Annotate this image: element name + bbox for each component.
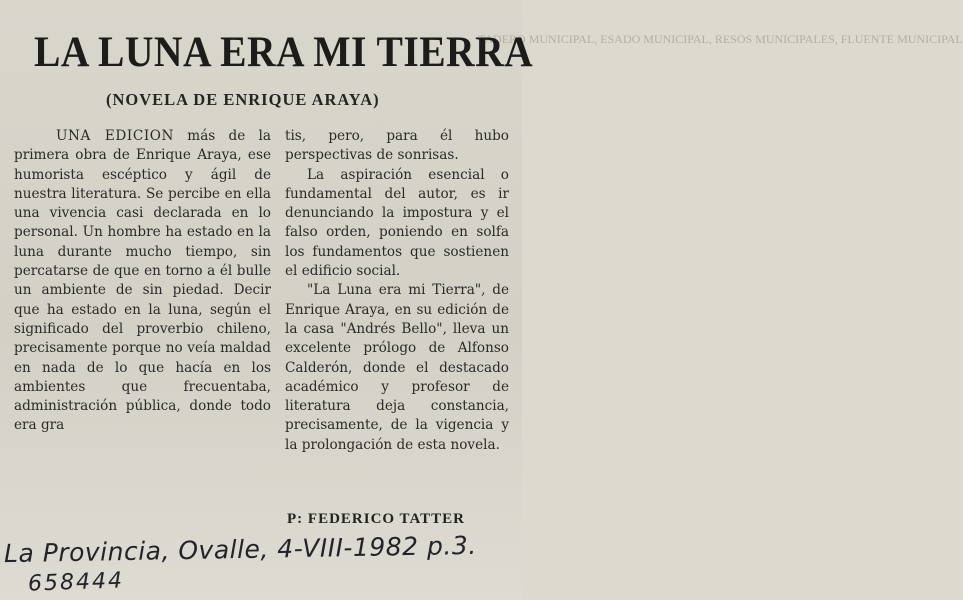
handwritten-source-note: La Provincia, Ovalle, 4-VIII-1982 p.3.: [3, 530, 477, 569]
paragraph: tis, pero, para él hubo perspectivas de sonrisas.: [285, 128, 509, 164]
bleed-through-text: TADERO MUNICIPAL, ESADO MUNICIPAL, RESOS MUNICIPALES, FLUENTE MUNICIPAL: [478, 32, 963, 46]
byline: P: FEDERICO TATTER: [287, 511, 466, 527]
article-column-left: [14, 127, 271, 527]
article-headline: LA LUNA ERA MI TIERRA: [34, 29, 534, 76]
lead-in: UNA EDICION: [56, 128, 175, 144]
article-subtitle: (NOVELA DE ENRIQUE ARAYA): [106, 90, 380, 109]
article-column-right: [285, 127, 509, 525]
paragraph-text: más de la primera obra de Enrique Araya, ese humorista escéptico y ágil de nuestra literatura. Se percibe en ella una vivencia casi declarada en lo personal. Un hombre ha estado en la luna durante mucho tiempo, sin percatarse de que en torno a él bulle un ambiente de sin piedad. Decir que ha estado en la luna, según el significado del proverbio chileno, precisamente porque no veía maldad en nada de lo que hacía en los ambientes que frecuentaba, administración pública, donde todo era gra: [14, 128, 272, 434]
handwritten-catalog-number: 658444: [27, 568, 125, 597]
paragraph: La aspiración esencial o fundamental del autor, es ir denunciando la impostura y el falso orden, poniendo en solfa los fundamentos que sostienen el edificio social.: [285, 166, 509, 280]
paragraph: "La Luna era mi Tierra", de Enrique Araya, en su edición de la casa "Andrés Bello", lleva un excelente prólogo de Alfonso Calderón, donde el destacado académico y profesor de literatura deja constancia, precisamente, de la vigencia y la prolongación de esta novela.: [285, 282, 509, 453]
paragraph: [14, 127, 271, 436]
